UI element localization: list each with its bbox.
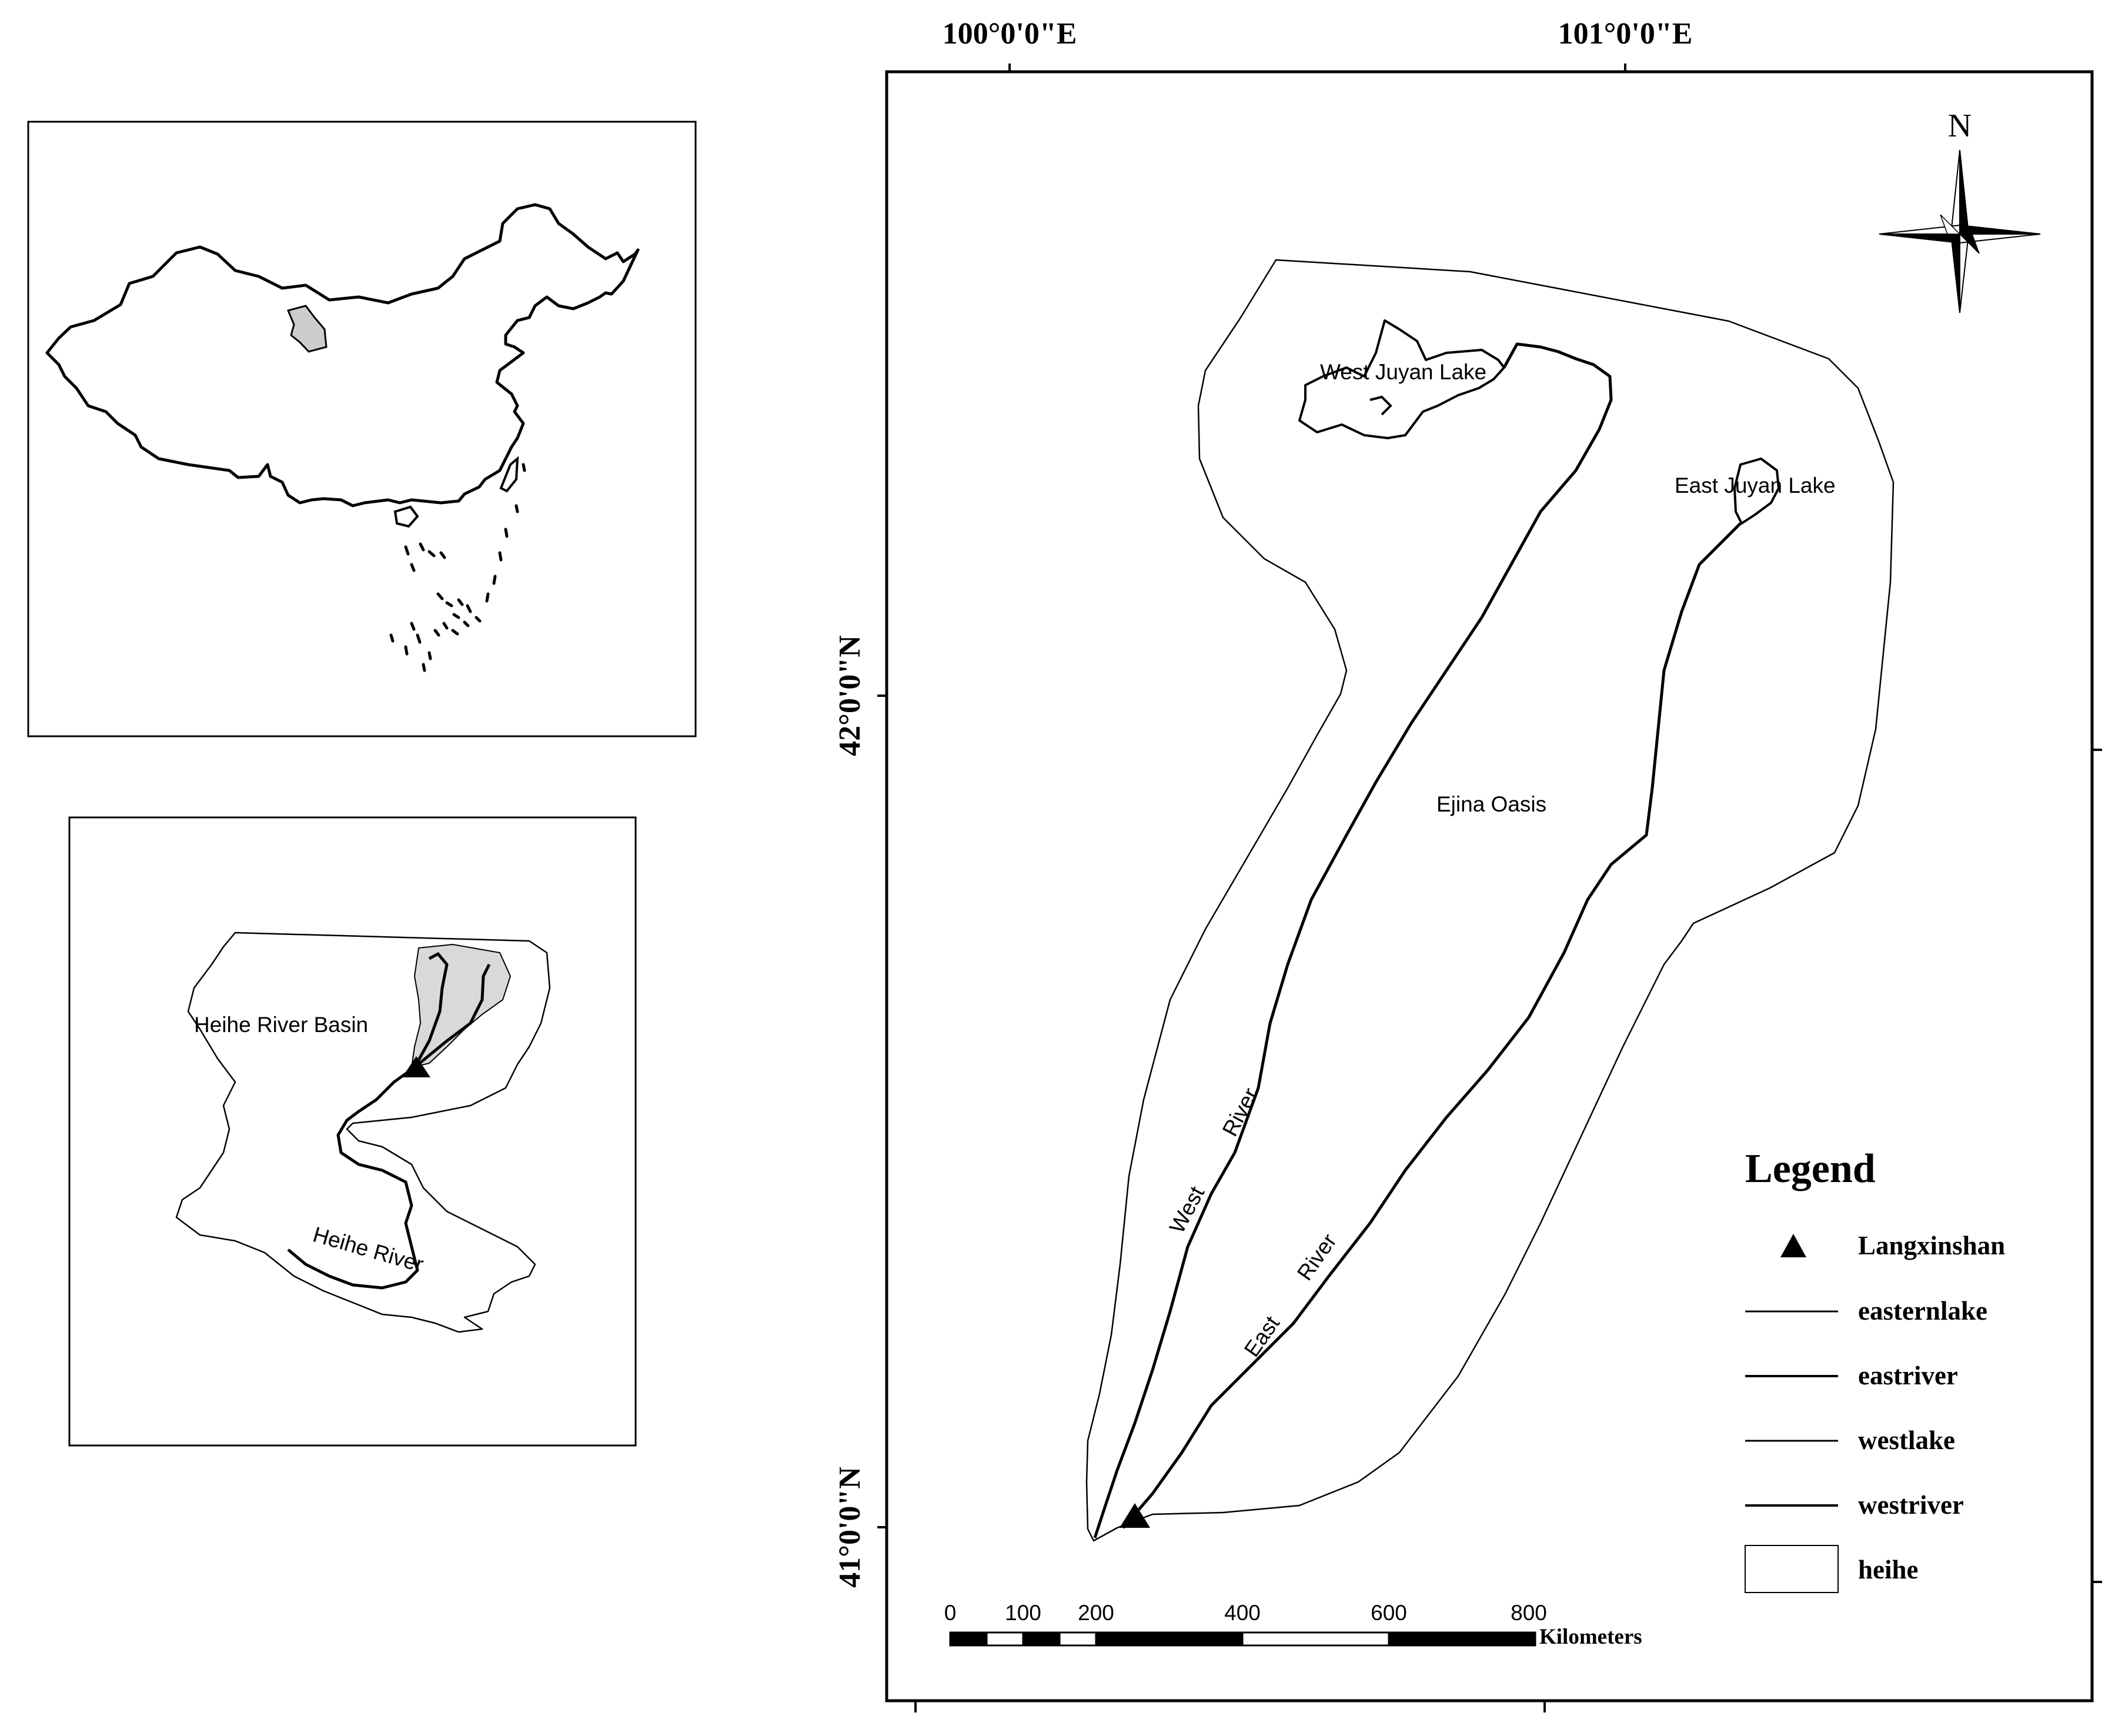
ejina-oasis-label: Ejina Oasis <box>1436 792 1547 816</box>
legend-item-westriver: westriver <box>1858 1490 1964 1520</box>
scale-tick-0: 0 <box>944 1601 957 1625</box>
legend-title: Legend <box>1745 1146 1876 1191</box>
basin-inset <box>69 817 636 1445</box>
west-river-label-river: River <box>1217 1084 1263 1140</box>
legend-item-heihe: heihe <box>1858 1555 1919 1584</box>
main-map-frame <box>887 72 2092 1701</box>
legend-item-westlake: westlake <box>1858 1425 1955 1455</box>
west-river-label-west: West <box>1164 1182 1209 1237</box>
east-river-label-east: East <box>1239 1311 1285 1361</box>
heihe-river-label: Heihe River <box>310 1222 426 1277</box>
west-juyan-lake-label: West Juyan Lake <box>1320 360 1487 384</box>
scale-tick-600: 600 <box>1371 1601 1407 1625</box>
north-arrow-label: N <box>1947 108 1972 144</box>
basin-inset-frame <box>69 817 636 1445</box>
scale-bar-segments <box>950 1632 1535 1645</box>
legend-item-easternlake: easternlake <box>1858 1296 1987 1326</box>
main-map <box>833 17 2102 1712</box>
lat-label-41: 41°0'0"N <box>833 1467 867 1588</box>
legend-item-eastriver: eastriver <box>1858 1361 1958 1390</box>
legend-item-langxinshan: Langxinshan <box>1858 1231 2006 1260</box>
scale-tick-100: 100 <box>1005 1601 1041 1625</box>
scale-unit-label: Kilometers <box>1539 1625 1642 1649</box>
east-juyan-lake-label: East Juyan Lake <box>1675 473 1836 498</box>
lat-label-42: 42°0'0"N <box>833 635 867 756</box>
basin-label: Heihe River Basin <box>194 1013 369 1037</box>
scale-tick-800: 800 <box>1511 1601 1547 1625</box>
lon-label-101: 101°0'0"E <box>1558 17 1693 51</box>
scale-tick-400: 400 <box>1224 1601 1261 1625</box>
legend-heihe-box <box>1745 1545 1838 1593</box>
china-inset <box>28 122 696 736</box>
east-river-label-river: River <box>1292 1229 1342 1285</box>
lon-label-100: 100°0'0"E <box>942 17 1077 51</box>
scale-tick-200: 200 <box>1078 1601 1114 1625</box>
